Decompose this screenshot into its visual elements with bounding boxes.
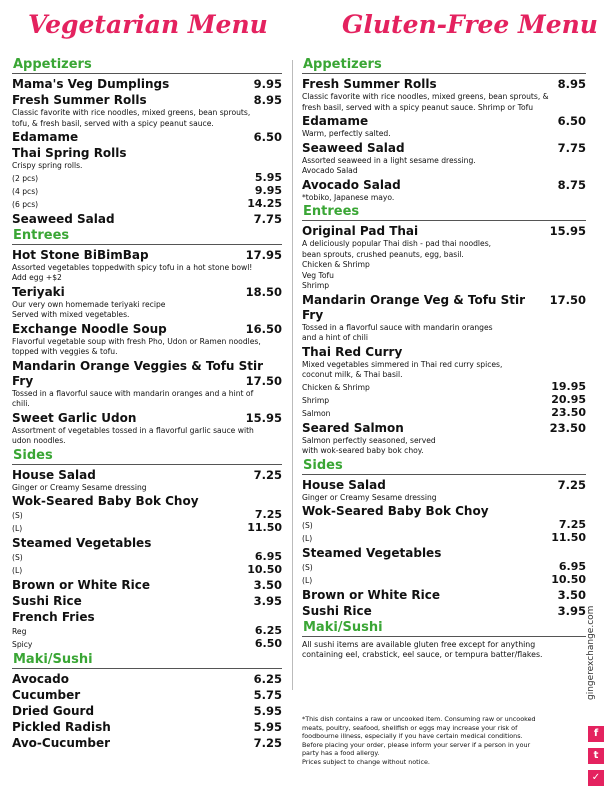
item-option [302, 532, 586, 545]
item-name: Thai Spring Rolls [12, 146, 127, 160]
item-description: Chicken & Shrimp [302, 260, 370, 269]
item-description: udon noodles. [12, 436, 66, 445]
item-name: House Salad [12, 467, 96, 482]
item-row [302, 478, 586, 493]
website-url[interactable]: gingerexchange.com [586, 605, 596, 700]
item-price: 15.95 [245, 410, 282, 425]
option-price: 10.50 [247, 563, 282, 576]
item-row [302, 77, 586, 92]
item-row [302, 604, 586, 619]
option-label: (S) [302, 521, 313, 530]
item-row [302, 345, 586, 360]
option-label: (L) [302, 534, 313, 543]
item-description: Crispy spring rolls. [12, 161, 83, 170]
option-label: Spicy [12, 640, 33, 649]
item-name: Mandarin Orange Veg & Tofu Stir Fry [302, 292, 526, 322]
menu-item [12, 285, 282, 321]
item-row [12, 374, 282, 389]
item-description: A deliciously popular Thai dish - pad thai noodles, [302, 239, 492, 248]
menu-item [12, 212, 282, 227]
menu-item [12, 672, 282, 687]
item-price: 6.50 [253, 130, 282, 144]
menu-item [302, 77, 586, 113]
foursquare-icon[interactable]: ✓ [588, 770, 604, 786]
menu-item [302, 421, 586, 457]
item-option [12, 509, 282, 522]
item-description: Warm, perfectly salted. [302, 129, 391, 138]
disclaimer-line: party has a food allergy. [302, 749, 380, 758]
item-description: Our very own homemade teriyaki recipe [12, 299, 166, 309]
item-name: Pickled Radish [12, 720, 111, 734]
option-price: 14.25 [247, 196, 282, 210]
item-row [12, 578, 282, 593]
item-price: 7.25 [253, 467, 282, 482]
item-option [302, 381, 586, 394]
option-label: Salmon [302, 408, 331, 418]
option-price: 10.50 [551, 573, 586, 586]
option-price: 6.50 [254, 637, 282, 650]
item-name: Teriyaki [12, 284, 65, 299]
disclaimer-line: Prices subject to change without notice. [302, 757, 430, 766]
option-price: 20.95 [551, 392, 586, 406]
item-description: Flavorful vegetable soup with fresh Pho, Udon or Ramen noodles, [12, 336, 261, 346]
disclaimer-line: *This dish contains a raw or uncooked item. Consuming raw or uncooked [302, 715, 536, 723]
item-name: Cucumber [12, 688, 81, 702]
menu-item [12, 610, 282, 651]
menu-item [302, 478, 586, 504]
section-note [302, 640, 586, 660]
item-row [12, 688, 282, 703]
item-price: 7.25 [253, 736, 282, 750]
menu-item [302, 178, 586, 204]
item-option [12, 638, 282, 651]
item-description: Tossed in a flavorful sauce with mandarin oranges [302, 322, 493, 332]
item-description: Add egg +$2 [12, 273, 62, 282]
item-description: Ginger or Creamy Sesame dressing [12, 482, 147, 492]
item-price: 3.50 [557, 588, 586, 602]
item-name-continued: Fry [12, 373, 34, 388]
option-label: Reg [12, 627, 27, 636]
item-description: Assorted vegetables toppedwith spicy tofu in a hot stone bowl! [12, 262, 253, 272]
item-row [12, 93, 282, 108]
item-row [302, 114, 586, 129]
menu-item [302, 504, 586, 545]
item-description: Assorted seaweed in a light sesame dressing. [302, 155, 476, 165]
item-name: House Salad [302, 477, 386, 492]
item-description: chili. [12, 399, 30, 408]
item-price: 9.95 [253, 77, 282, 91]
item-price: 17.50 [549, 292, 586, 307]
item-row [12, 672, 282, 687]
vegetarian-sections [12, 56, 282, 752]
item-price: 8.75 [557, 177, 586, 192]
section-header: Maki/Sushi [302, 620, 586, 637]
item-description: and a hint of chili [302, 333, 368, 342]
item-option [12, 564, 282, 577]
item-price: 3.50 [253, 578, 282, 592]
item-price: 6.50 [557, 114, 586, 128]
item-row [302, 504, 586, 519]
item-name: Avocado Salad [302, 177, 401, 192]
item-row [12, 212, 282, 227]
item-name: Hot Stone BiBimBap [12, 247, 149, 262]
item-price: 8.95 [253, 93, 282, 107]
item-name: Edamame [302, 114, 369, 128]
menu-item [12, 594, 282, 609]
item-description: with wok-seared baby bok choy. [302, 446, 424, 455]
option-price: 7.25 [254, 508, 282, 521]
item-row [302, 141, 586, 156]
item-row [12, 130, 282, 145]
item-name: Steamed Vegetables [302, 546, 442, 560]
item-description: fresh basil, served with a spicy peanut sauce. Shrimp or Tofu [302, 102, 534, 112]
option-price: 11.50 [551, 531, 586, 544]
menu-item [302, 141, 586, 177]
item-name: Mandarin Orange Veggies & Tofu Stir [12, 358, 264, 373]
item-name: Sushi Rice [302, 604, 372, 618]
item-price: 15.95 [549, 224, 586, 238]
item-row [302, 293, 586, 323]
item-price: 5.95 [253, 704, 282, 718]
item-price: 3.95 [557, 604, 586, 618]
item-description: Mixed vegetables simmered in Thai red curry spices, [302, 359, 503, 369]
item-row [302, 546, 586, 561]
item-row [12, 594, 282, 609]
item-row [302, 224, 586, 239]
section-header: Sides [302, 458, 586, 475]
item-price: 6.25 [253, 672, 282, 686]
menu-item [12, 411, 282, 447]
item-row [12, 720, 282, 735]
item-name: Fresh Summer Rolls [12, 93, 147, 107]
item-row [12, 704, 282, 719]
item-price: 5.75 [253, 688, 282, 702]
item-description: Classic favorite with rice noodles, mixed greens, bean sprouts, & [302, 92, 549, 101]
item-row [12, 610, 282, 625]
item-row [302, 588, 586, 603]
item-description: Veg Tofu [302, 270, 334, 280]
menu-item [12, 736, 282, 751]
section-header: Maki/Sushi [12, 652, 282, 669]
menu-item [12, 720, 282, 735]
item-name: Seaweed Salad [12, 211, 115, 226]
section-header: Appetizers [302, 57, 586, 74]
item-description: topped with veggies & tofu. [12, 347, 118, 356]
menu-item [12, 688, 282, 703]
item-row [12, 494, 282, 509]
gluten-free-menu-title: Gluten-Free Menu [342, 10, 598, 39]
option-label: (4 pcs) [12, 186, 39, 196]
option-price: 6.95 [558, 560, 586, 573]
item-row [12, 536, 282, 551]
option-price: 11.50 [247, 521, 282, 534]
menu-item [302, 293, 586, 344]
item-name: Edamame [12, 130, 79, 144]
option-label: (2 pcs) [12, 173, 39, 183]
disclaimer [302, 715, 582, 767]
item-name: French Fries [12, 610, 95, 624]
menu-item [302, 588, 586, 603]
item-name: Steamed Vegetables [12, 536, 152, 550]
option-label: (S) [302, 563, 313, 572]
item-price: 23.50 [549, 420, 586, 435]
section-header: Sides [12, 448, 282, 465]
gluten-free-sections [302, 56, 586, 660]
item-option [302, 394, 586, 407]
item-option [12, 522, 282, 535]
item-description: bean sprouts, crushed peanuts, egg, basil. [302, 249, 464, 259]
item-option [302, 407, 586, 420]
item-name: Sweet Garlic Udon [12, 410, 137, 425]
item-row [12, 77, 282, 92]
item-description: Assortment of vegetables tossed in a flavorful garlic sauce with [12, 425, 254, 435]
item-option [12, 551, 282, 564]
option-label: (L) [302, 576, 313, 585]
option-label: Chicken & Shrimp [302, 382, 370, 392]
item-option [302, 561, 586, 574]
item-price: 8.95 [557, 77, 586, 91]
menu-item [12, 77, 282, 92]
note-line: containing eel, crabstick, eel sauce, or tempura batter/flakes. [302, 650, 543, 659]
item-price: 18.50 [245, 284, 282, 299]
item-name: Seared Salmon [302, 420, 404, 435]
item-name: Wok-Seared Baby Bok Choy [302, 504, 489, 518]
item-option [12, 172, 282, 185]
option-price: 9.95 [254, 183, 282, 197]
option-label: (S) [12, 511, 23, 520]
section-header: Appetizers [12, 57, 282, 74]
option-label: (6 pcs) [12, 199, 39, 209]
option-label: Shrimp [302, 395, 330, 405]
item-name: Fresh Summer Rolls [302, 77, 437, 91]
twitter-icon[interactable]: t [588, 748, 604, 764]
item-description: Salmon perfectly seasoned, served [302, 435, 436, 445]
facebook-icon[interactable]: f [588, 726, 604, 742]
item-name: Mama's Veg Dumplings [12, 77, 170, 91]
item-description: Served with mixed vegetables. [12, 310, 130, 319]
item-description: Shrimp [302, 281, 330, 290]
item-row [12, 322, 282, 337]
menu-item [12, 704, 282, 719]
menu-item [12, 578, 282, 593]
option-price: 19.95 [551, 379, 586, 393]
item-price: 3.95 [253, 594, 282, 608]
item-price: 17.95 [245, 247, 282, 262]
option-price: 6.95 [254, 550, 282, 563]
menu-item [12, 248, 282, 284]
item-description: coconut milk, & Thai basil. [302, 370, 403, 379]
item-description: *tobiko, Japanese mayo. [302, 192, 395, 202]
item-price: 16.50 [245, 321, 282, 336]
item-name: Brown or White Rice [12, 578, 151, 592]
item-price: 7.75 [557, 140, 586, 155]
item-row [302, 421, 586, 436]
option-label: (L) [12, 524, 23, 533]
menu-item [302, 604, 586, 619]
disclaimer-line: foodbourne illness, especially if you have certain medical conditions. [302, 732, 523, 741]
item-description: tofu, & fresh basil, served with a spicy peanut sauce. [12, 118, 214, 128]
note-line: All sushi items are available gluten free except for anything [302, 640, 536, 649]
column-divider [292, 60, 293, 690]
item-description: Classic favorite with rice noodles, mixed greens, bean sprouts, [12, 108, 251, 117]
item-price: 7.25 [557, 477, 586, 492]
item-description: Avocado Salad [302, 166, 358, 175]
menu-item [12, 322, 282, 358]
menu-item [12, 359, 282, 410]
menu-item [302, 114, 586, 140]
item-name: Dried Gourd [12, 704, 95, 718]
item-name: Wok-Seared Baby Bok Choy [12, 494, 199, 508]
item-row [12, 736, 282, 751]
item-description: Tossed in a flavorful sauce with mandarin oranges and a hint of [12, 388, 254, 398]
item-description: Ginger or Creamy Sesame dressing [302, 492, 437, 502]
menu-item [12, 468, 282, 494]
item-option [302, 574, 586, 587]
option-price: 5.95 [254, 170, 282, 184]
option-label: (S) [12, 553, 23, 562]
item-price: 7.75 [253, 211, 282, 226]
item-row [12, 285, 282, 300]
option-price: 7.25 [558, 518, 586, 531]
menu-item [12, 130, 282, 145]
item-name: Avo-Cucumber [12, 736, 111, 750]
item-row [12, 248, 282, 263]
option-price: 23.50 [551, 405, 586, 419]
item-row [12, 468, 282, 483]
item-price: 17.50 [245, 373, 282, 388]
item-name: Exchange Noodle Soup [12, 321, 167, 336]
menu-item [12, 536, 282, 577]
disclaimer-line: meats, poultry, seafood, shellfish or eggs may increase your risk of [302, 723, 518, 732]
item-name: Seaweed Salad [302, 140, 405, 155]
menu-item [12, 93, 282, 129]
menu-item [302, 345, 586, 420]
menu-item [12, 494, 282, 535]
option-label: (L) [12, 566, 23, 575]
item-row [12, 411, 282, 426]
item-row [302, 178, 586, 193]
item-name: Sushi Rice [12, 594, 82, 608]
item-name: Brown or White Rice [302, 588, 441, 602]
item-option [12, 198, 282, 211]
item-option [12, 625, 282, 638]
option-price: 6.25 [254, 624, 282, 637]
item-name: Original Pad Thai [302, 224, 419, 238]
menu-item [302, 224, 586, 292]
section-header: Entrees [12, 228, 282, 245]
menu-item [12, 146, 282, 211]
disclaimer-line: Before placing your order, please inform your server if a person in your [302, 740, 531, 749]
item-price: 5.95 [253, 720, 282, 734]
item-name: Thai Red Curry [302, 344, 403, 359]
section-header: Entrees [302, 204, 586, 221]
item-option [12, 185, 282, 198]
item-row [12, 146, 282, 161]
menu-item [302, 546, 586, 587]
item-option [302, 519, 586, 532]
vegetarian-menu-title: Vegetarian Menu [28, 10, 268, 39]
item-name: Avocado [12, 672, 69, 686]
